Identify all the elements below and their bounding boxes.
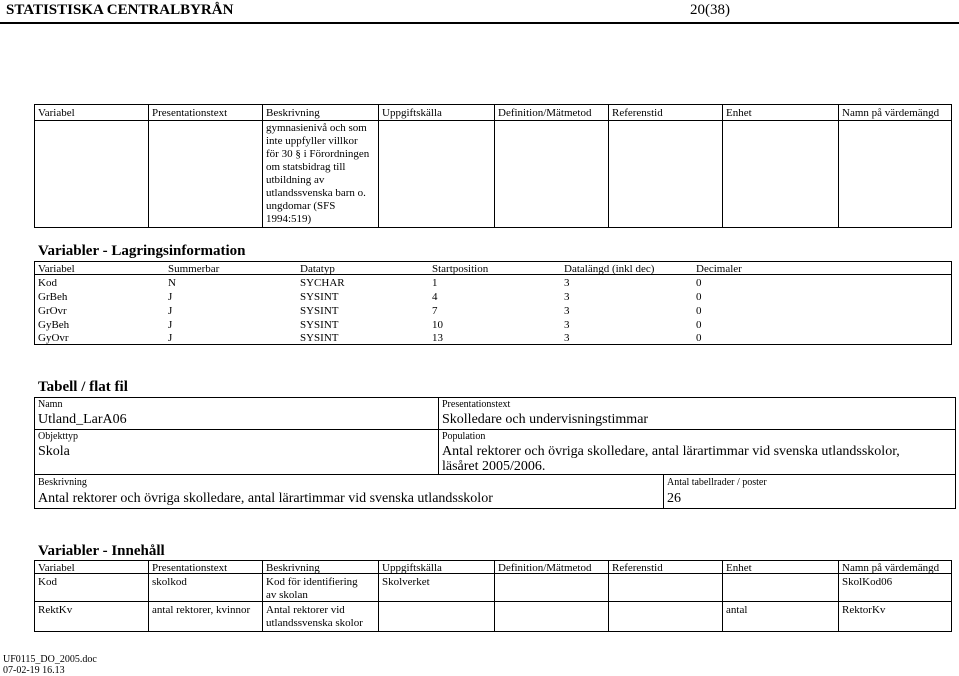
col-header: Enhet [726, 562, 752, 574]
footer-filename: UF0115_DO_2005.doc [3, 654, 97, 665]
table-name: Utland_LarA06 [38, 412, 127, 427]
col-header: Datatyp [300, 263, 335, 275]
table-cell: Kod [38, 576, 57, 588]
col-header: Variabel [38, 107, 75, 119]
description-line: 1994:519) [266, 213, 312, 225]
rows-value: 26 [667, 491, 681, 506]
col-header: Definition/Mätmetod [498, 562, 592, 574]
table-cell: GrBeh [38, 291, 68, 303]
table-cell: J [168, 319, 173, 331]
col-header: Referenstid [612, 107, 663, 119]
table-cell: 0 [696, 291, 702, 303]
population-line: läsåret 2005/2006. [442, 459, 546, 474]
col-header: Beskrivning [266, 107, 320, 119]
table-cell: utlandssvenska skolor [266, 617, 363, 629]
content-section-title: Variabler - Innehåll [38, 543, 165, 559]
table-info-title: Tabell / flat fil [38, 379, 128, 395]
footer-date: 07-02-19 16.13 [3, 665, 65, 676]
objtype-label: Objekttyp [38, 431, 78, 442]
col-header: Presentationstext [152, 107, 228, 119]
table-cell: SYSINT [300, 332, 339, 344]
table-cell: antal rektorer, kvinnor [152, 604, 251, 616]
col-header: Beskrivning [266, 562, 320, 574]
table-cell: Kod [38, 277, 57, 289]
table-cell: 0 [696, 332, 702, 344]
description-line: utlandssvenska barn o. [266, 187, 366, 199]
table-cell: 0 [696, 305, 702, 317]
table-cell: RektKv [38, 604, 73, 616]
presentation-label: Presentationstext [442, 399, 511, 410]
table-cell: 10 [432, 319, 443, 331]
table-cell: Kod för identifiering [266, 576, 358, 588]
table-cell: 7 [432, 305, 438, 317]
table-cell: 13 [432, 332, 443, 344]
description-label: Beskrivning [38, 477, 87, 488]
table-cell: GyBeh [38, 319, 70, 331]
description-line: ungdomar (SFS [266, 200, 336, 212]
table-cell: GyOvr [38, 332, 69, 344]
storage-section-title: Variabler - Lagringsinformation [38, 243, 246, 259]
col-header: Decimaler [696, 263, 742, 275]
population-line: Antal rektorer och övriga skolledare, antal lärartimmar vid svenska utlandsskolor, [442, 444, 900, 459]
table-cell: J [168, 305, 173, 317]
table-cell: antal [726, 604, 748, 616]
table-cell: N [168, 277, 176, 289]
col-header: Enhet [726, 107, 752, 119]
col-header: Namn på värdemängd [842, 562, 940, 574]
description-line: utbildning av [266, 174, 325, 186]
table-cell: 3 [564, 305, 570, 317]
table-cell: 3 [564, 332, 570, 344]
description-line: inte uppfyller villkor [266, 135, 358, 147]
table-cell: SYSINT [300, 319, 339, 331]
col-header: Variabel [38, 263, 75, 275]
table-cell: RektorKv [842, 604, 886, 616]
col-header: Uppgiftskälla [382, 107, 442, 119]
rows-label: Antal tabellrader / poster [667, 477, 767, 488]
description-line: gymnasienivå och som [266, 122, 367, 134]
description-line: för 30 § i Förordningen [266, 148, 370, 160]
header-rule [0, 22, 959, 24]
table-cell: 0 [696, 277, 702, 289]
col-header: Uppgiftskälla [382, 562, 442, 574]
table-cell: J [168, 291, 173, 303]
page-number: 20(38) [690, 2, 730, 18]
presentation-text: Skolledare och undervisningstimmar [442, 412, 649, 427]
table-cell: 3 [564, 277, 570, 289]
table-cell: SYCHAR [300, 277, 345, 289]
col-header: Presentationstext [152, 562, 228, 574]
table-cell: 4 [432, 291, 438, 303]
table-cell: skolkod [152, 576, 187, 588]
description-value: Antal rektorer och övriga skolledare, antal lärartimmar vid svenska utlandsskolor [38, 491, 493, 506]
table-cell: Antal rektorer vid [266, 604, 345, 616]
table-cell: 1 [432, 277, 438, 289]
table-cell: SkolKod06 [842, 576, 893, 588]
table-cell: J [168, 332, 173, 344]
description-line: om statsbidrag till [266, 161, 346, 173]
table-cell: 3 [564, 291, 570, 303]
col-header: Definition/Mätmetod [498, 107, 592, 119]
population-label: Population [442, 431, 486, 442]
col-header: Datalängd (inkl dec) [564, 263, 655, 275]
col-header: Variabel [38, 562, 75, 574]
table-cell: 3 [564, 319, 570, 331]
table-cell: SYSINT [300, 291, 339, 303]
org-title: STATISTISKA CENTRALBYRÅN [6, 2, 234, 18]
col-header: Startposition [432, 263, 489, 275]
table-cell: GrOvr [38, 305, 67, 317]
col-header: Summerbar [168, 263, 220, 275]
name-label: Namn [38, 399, 63, 410]
col-header: Referenstid [612, 562, 663, 574]
objtype-value: Skola [38, 444, 70, 459]
table-cell: SYSINT [300, 305, 339, 317]
table-cell: 0 [696, 319, 702, 331]
col-header: Namn på värdemängd [842, 107, 940, 119]
table-cell: av skolan [266, 589, 308, 601]
table-cell: Skolverket [382, 576, 430, 588]
